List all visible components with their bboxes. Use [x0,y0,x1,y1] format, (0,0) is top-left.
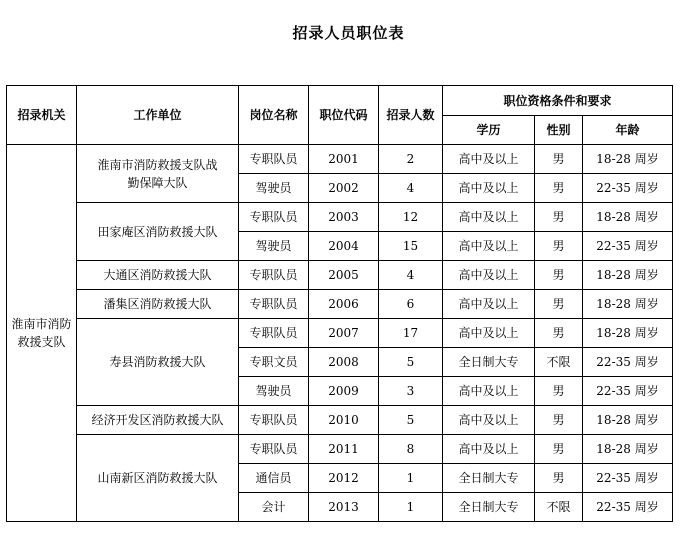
position-cell: 驾驶员 [239,232,309,261]
position-cell: 专职文员 [239,348,309,377]
header-requirements: 职位资格条件和要求 [443,86,673,116]
age-cell: 22-35 周岁 [583,232,673,261]
education-cell: 高中及以上 [443,377,535,406]
count-cell: 5 [379,348,443,377]
gender-cell: 男 [535,261,583,290]
gender-cell: 男 [535,377,583,406]
code-cell: 2003 [309,203,379,232]
code-cell: 2007 [309,319,379,348]
education-cell: 高中及以上 [443,232,535,261]
code-cell: 2011 [309,435,379,464]
age-cell: 18-28 周岁 [583,435,673,464]
count-cell: 4 [379,174,443,203]
education-cell: 高中及以上 [443,290,535,319]
position-cell: 驾驶员 [239,377,309,406]
education-cell: 高中及以上 [443,435,535,464]
unit-cell: 田家庵区消防救援大队 [77,203,239,261]
unit-cell: 大通区消防救援大队 [77,261,239,290]
code-cell: 2004 [309,232,379,261]
education-cell: 高中及以上 [443,319,535,348]
age-cell: 18-28 周岁 [583,319,673,348]
header-count: 招录人数 [379,86,443,145]
age-cell: 18-28 周岁 [583,145,673,174]
age-cell: 22-35 周岁 [583,464,673,493]
gender-cell: 男 [535,203,583,232]
count-cell: 1 [379,464,443,493]
header-unit: 工作单位 [77,86,239,145]
count-cell: 2 [379,145,443,174]
age-cell: 22-35 周岁 [583,348,673,377]
position-cell: 专职队员 [239,290,309,319]
count-cell: 6 [379,290,443,319]
count-cell: 1 [379,493,443,522]
code-cell: 2010 [309,406,379,435]
count-cell: 3 [379,377,443,406]
table-row [7,435,673,464]
code-cell: 2013 [309,493,379,522]
position-cell: 专职队员 [239,319,309,348]
unit-cell [77,145,239,203]
gender-cell: 男 [535,174,583,203]
agency-cell [7,145,77,522]
age-cell: 22-35 周岁 [583,493,673,522]
unit-label: 淮南市消防救援支队战勤保障大队 [97,157,218,190]
agency-label: 淮南市消防救援支队 [11,317,72,349]
position-cell: 会计 [239,493,309,522]
table-row [7,203,673,232]
unit-cell: 经济开发区消防救援大队 [77,406,239,435]
count-cell: 17 [379,319,443,348]
gender-cell: 男 [535,435,583,464]
gender-cell: 男 [535,145,583,174]
position-cell: 通信员 [239,464,309,493]
unit-cell: 山南新区消防救援大队 [77,435,239,522]
header-code: 职位代码 [309,86,379,145]
education-cell: 全日制大专 [443,493,535,522]
education-cell: 高中及以上 [443,145,535,174]
code-cell: 2008 [309,348,379,377]
gender-cell: 男 [535,464,583,493]
age-cell: 18-28 周岁 [583,261,673,290]
header-row-top [7,86,673,116]
gender-cell: 男 [535,319,583,348]
code-cell: 2012 [309,464,379,493]
gender-cell: 男 [535,406,583,435]
education-cell: 全日制大专 [443,464,535,493]
table-row [7,406,673,435]
position-cell: 专职队员 [239,435,309,464]
document-title: 招录人员职位表 [292,24,405,42]
education-cell: 高中及以上 [443,174,535,203]
gender-cell: 男 [535,232,583,261]
gender-cell: 不限 [535,493,583,522]
table-row [7,261,673,290]
code-cell: 2005 [309,261,379,290]
header-gender: 性别 [535,116,583,145]
table-row [7,145,673,174]
unit-cell: 潘集区消防救援大队 [77,290,239,319]
position-cell: 专职队员 [239,406,309,435]
header-age: 年龄 [583,116,673,145]
table-row [7,319,673,348]
count-cell: 15 [379,232,443,261]
education-cell: 高中及以上 [443,406,535,435]
header-position: 岗位名称 [239,86,309,145]
gender-cell: 男 [535,290,583,319]
age-cell: 22-35 周岁 [583,377,673,406]
count-cell: 4 [379,261,443,290]
gender-cell: 不限 [535,348,583,377]
education-cell: 高中及以上 [443,261,535,290]
positions-table [6,85,673,522]
unit-cell: 寿县消防救援大队 [77,319,239,406]
position-cell: 专职队员 [239,145,309,174]
age-cell: 18-28 周岁 [583,290,673,319]
code-cell: 2009 [309,377,379,406]
header-education: 学历 [443,116,535,145]
education-cell: 高中及以上 [443,203,535,232]
age-cell: 22-35 周岁 [583,174,673,203]
count-cell: 5 [379,406,443,435]
code-cell: 2002 [309,174,379,203]
code-cell: 2006 [309,290,379,319]
education-cell: 全日制大专 [443,348,535,377]
count-cell: 12 [379,203,443,232]
header-agency: 招录机关 [7,86,77,145]
count-cell: 8 [379,435,443,464]
age-cell: 18-28 周岁 [583,406,673,435]
position-cell: 驾驶员 [239,174,309,203]
code-cell: 2001 [309,145,379,174]
age-cell: 18-28 周岁 [583,203,673,232]
position-cell: 专职队员 [239,261,309,290]
table-row [7,290,673,319]
position-cell: 专职队员 [239,203,309,232]
